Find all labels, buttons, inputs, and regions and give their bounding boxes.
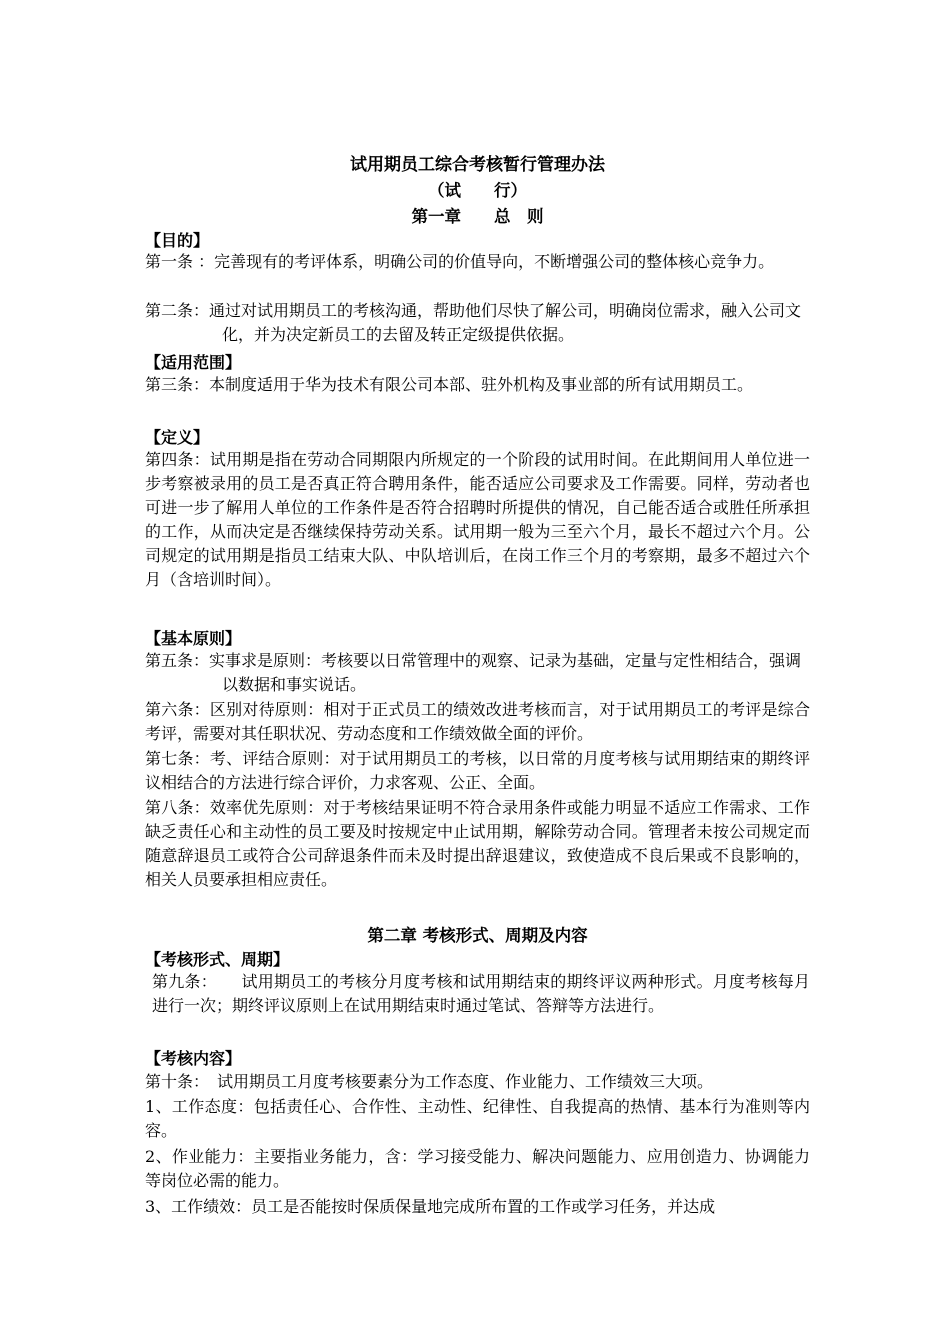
- document-title: 试用期员工综合考核暂行管理办法: [350, 155, 605, 175]
- content-item-2: [145, 1145, 810, 1193]
- chapter-1-heading: 第一章 总 则: [411, 207, 544, 226]
- chapter-2-heading: 第二章 考核形式、周期及内容: [367, 926, 588, 945]
- article-1: [145, 250, 810, 274]
- article-10: [145, 1070, 810, 1094]
- article-3: [145, 373, 810, 397]
- article-8: [145, 796, 810, 892]
- article-5: [145, 649, 810, 697]
- article-4-text: 第四条：试用期是指在劳动合同期限内所规定的一个阶段的试用时间。在此期间用人单位进一步考察被录用的员工是否真正符合聘用条件，能否适应公司要求及工作需要。同样，劳动者也可进一步了解用人单位的工作条件是否符合招聘时所提供的情况，自己能否适合或胜任所承担的工作，从而决定是否继续保持劳动关系。试用期一般为三至六个月，最长不超过六个月。公司规定的试用期是指员工结束大队、中队培训后，在岗工作三个月的考察期，最多不超过六个月（含培训时间）。: [145, 450, 810, 589]
- article-10-text: 第十条： 试用期员工月度考核要素分为工作态度、作业能力、工作绩效三大项。: [145, 1072, 714, 1091]
- article-7-text: 第七条：考、评结合原则：对于试用期员工的考核，以日常的月度考核与试用期结束的期终评议相结合的方法进行综合评价，力求客观、公正、全面。: [145, 749, 810, 792]
- content-item-1-text: 1、工作态度：包括责任心、合作性、主动性、纪律性、自我提高的热情、基本行为准则等内容。: [145, 1097, 810, 1140]
- section-heading-definition: 【定义】: [145, 428, 210, 447]
- section-heading-scope: 【适用范围】: [145, 353, 242, 372]
- section-heading-content: 【考核内容】: [145, 1049, 242, 1068]
- content-item-2-text: 2、作业能力：主要指业务能力，含：学习接受能力、解决问题能力、应用创造力、协调能力等岗位必需的能力。: [145, 1147, 810, 1190]
- article-9-text: 第九条： 试用期员工的考核分月度考核和试用期结束的期终评议两种形式。月度考核每月进行一次；期终评议原则上在试用期结束时通过笔试、答辩等方法进行。: [152, 972, 810, 1015]
- section-heading-principles: 【基本原则】: [145, 629, 242, 648]
- content-item-3: [145, 1195, 810, 1219]
- content-item-1: [145, 1095, 810, 1143]
- article-5-text: 第五条：实事求是原则：考核要以日常管理中的观察、记录为基础，定量与定性相结合，强调以数据和事实说话。: [145, 651, 802, 694]
- article-2: [145, 299, 810, 347]
- document-subtitle: （试 行）: [428, 181, 527, 200]
- article-1-text: 第一条 ：完善现有的考评体系，明确公司的价值导向，不断增强公司的整体核心竞争力。: [145, 252, 775, 271]
- article-3-text: 第三条：本制度适用于华为技术有限公司本部、驻外机构及事业部的所有试用期员工。: [145, 375, 754, 394]
- article-8-text: 第八条：效率优先原则：对于考核结果证明不符合录用条件或能力明显不适应工作需求、工作缺乏责任心和主动性的员工要及时按规定中止试用期，解除劳动合同。管理者未按公司规定而随意辞退员工或符合公司辞退条件而未及时提出辞退建议，致使造成不良后果或不良影响的，相关人员要承担相应责任。: [145, 798, 810, 889]
- content-item-3-text: 3、工作绩效：员工是否能按时保质保量地完成所布置的工作或学习任务，并达成: [145, 1197, 716, 1216]
- article-6: [145, 698, 810, 746]
- article-9: [152, 970, 810, 1018]
- article-6-text: 第六条：区别对待原则：相对于正式员工的绩效改进考核而言，对于试用期员工的考评是综合考评，需要对其任职状况、劳动态度和工作绩效做全面的评价。: [145, 700, 810, 743]
- article-2-text: 第二条：通过对试用期员工的考核沟通，帮助他们尽快了解公司，明确岗位需求，融入公司文化，并为决定新员工的去留及转正定级提供依据。: [145, 301, 802, 344]
- section-heading-purpose: 【目的】: [145, 231, 210, 250]
- section-heading-form: 【考核形式、周期】: [145, 950, 290, 969]
- article-7: [145, 747, 810, 795]
- article-4: [145, 448, 810, 592]
